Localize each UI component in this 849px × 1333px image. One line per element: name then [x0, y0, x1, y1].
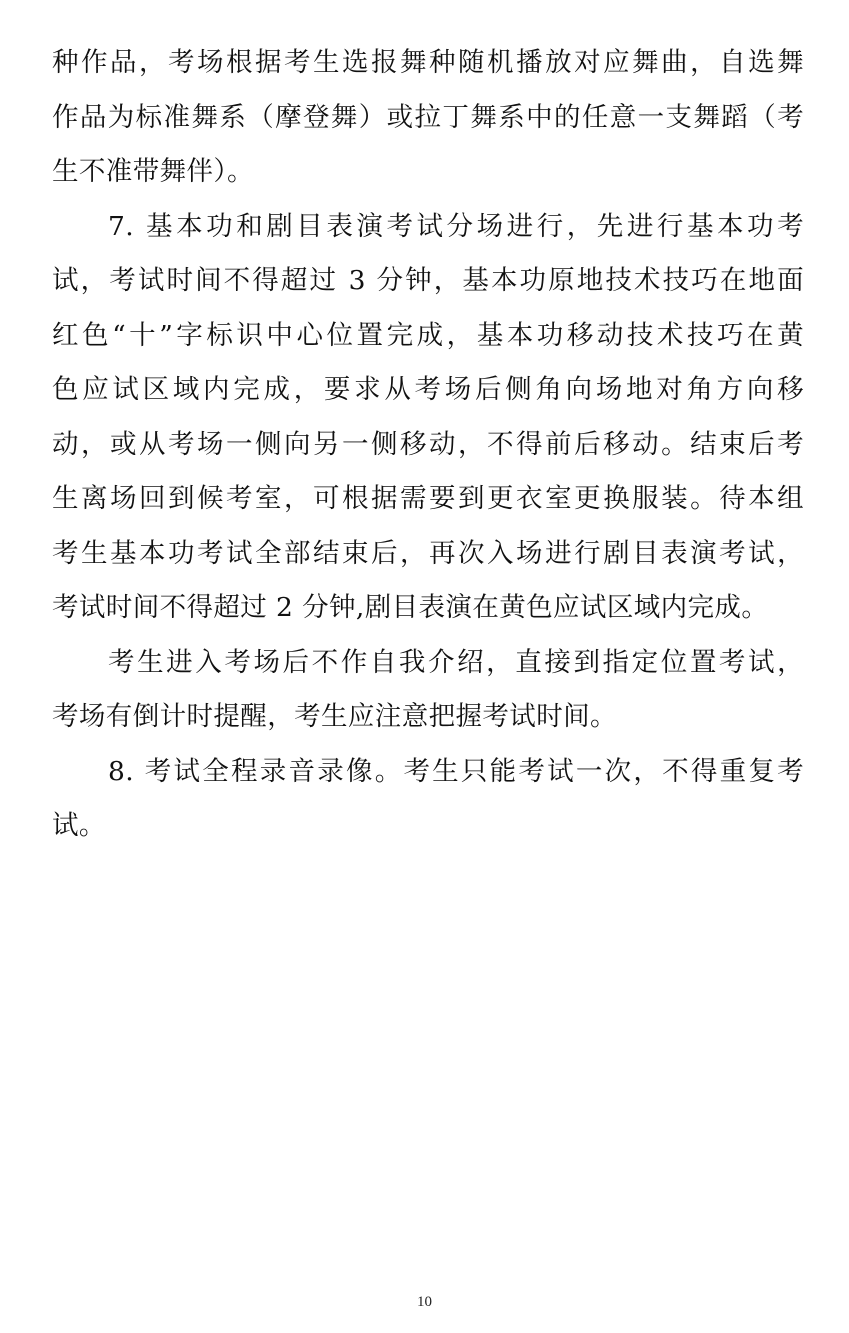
text-line: 动，或从考场一侧向另一侧移动，不得前后移动。结束后考 [52, 428, 804, 460]
paragraph-8-first-line: 8. 考试全程录音录像。考生只能考试一次，不得重复考 [108, 755, 804, 787]
page-number: 10 [417, 1294, 432, 1310]
text-line: 考试时间不得超过 2 分钟,剧目表演在黄色应试区域内完成。 [52, 592, 769, 623]
text-line: 色应试区域内完成，要求从考场后侧角向场地对角方向移 [52, 374, 804, 405]
text-line: 试，考试时间不得超过 3 分钟，基本功原地技术技巧在地面 [52, 265, 804, 296]
text-line: 考场有倒计时提醒，考生应注意把握考试时间。 [52, 701, 617, 732]
text-line: 考生基本功考试全部结束后，再次入场进行剧目表演考试， [52, 537, 804, 569]
paragraph-7-first-line: 7. 基本功和剧目表演考试分场进行，先进行基本功考 [108, 210, 804, 242]
text-line: 生不准带舞伴）。 [52, 156, 254, 187]
text-line: 种作品，考场根据考生选报舞种随机播放对应舞曲，自选舞 [52, 47, 804, 78]
paragraph-intro-first-line: 考生进入考场后不作自我介绍，直接到指定位置考试， [108, 646, 804, 678]
text-line: 作品为标准舞系（摩登舞）或拉丁舞系中的任意一支舞蹈（考 [52, 101, 804, 133]
document-body [52, 36, 804, 854]
text-line: 试。 [52, 810, 106, 841]
text-line: 红色“十”字标识中心位置完成，基本功移动技术技巧在黄 [52, 319, 804, 351]
text-line: 生离场回到候考室，可根据需要到更衣室更换服装。待本组 [52, 483, 804, 514]
